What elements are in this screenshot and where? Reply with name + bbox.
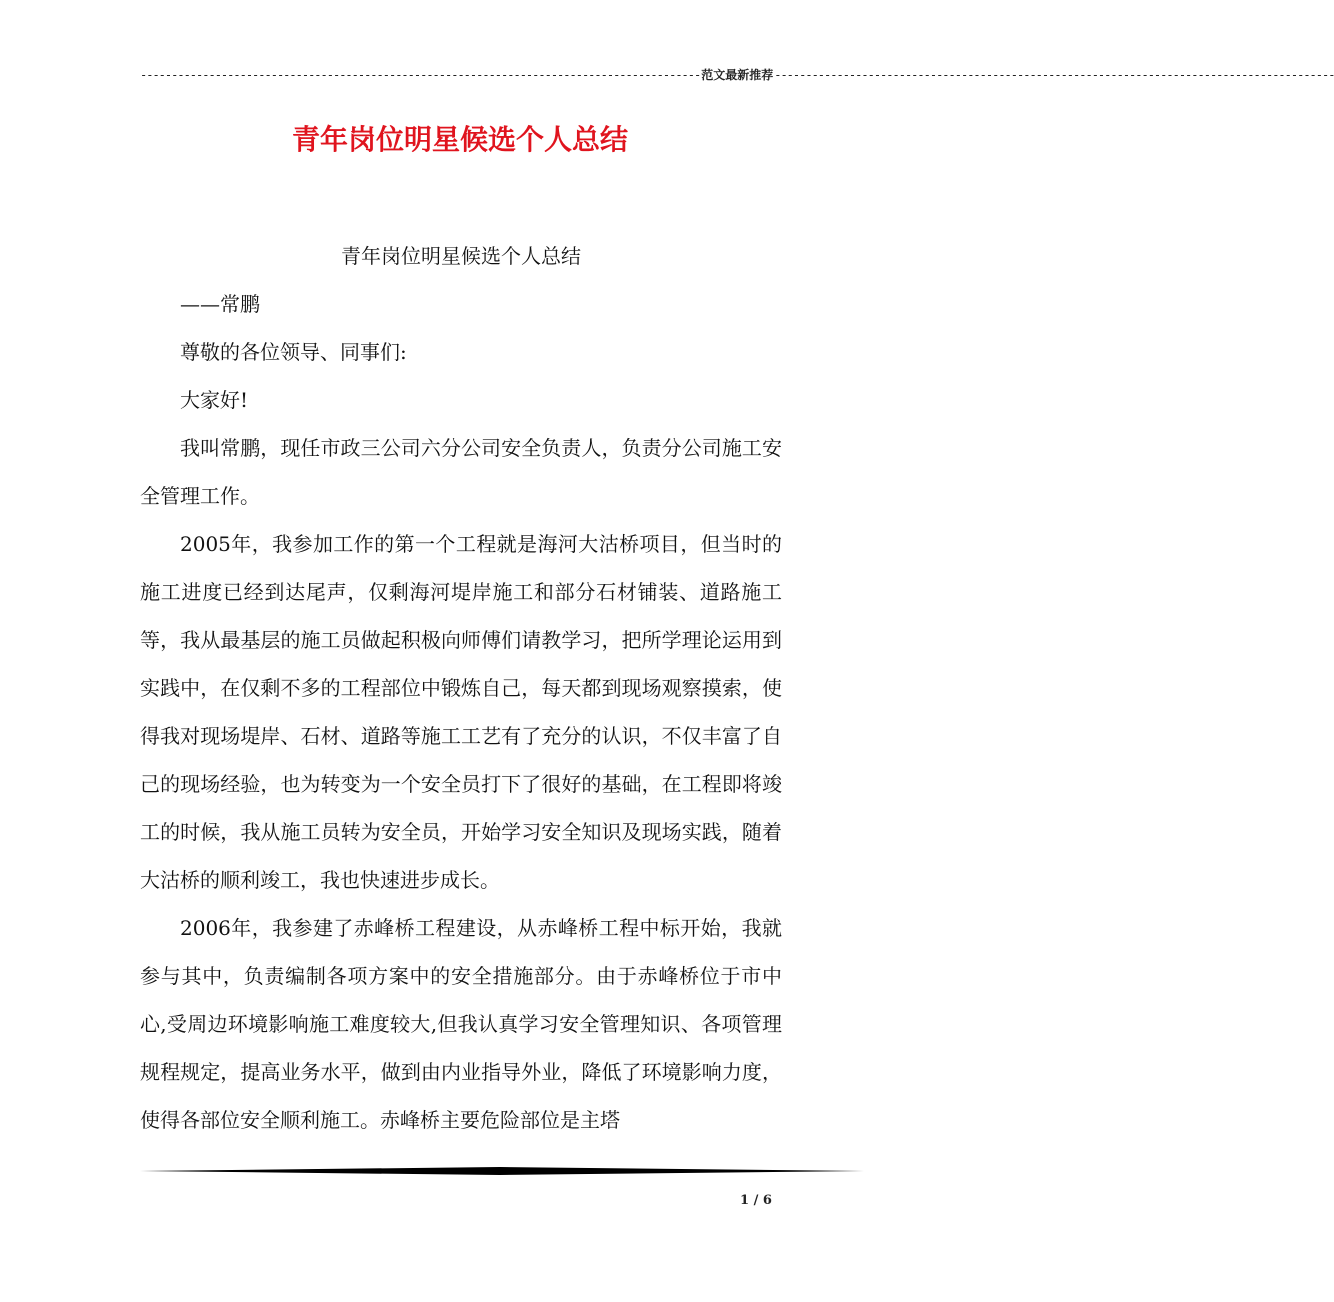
document-body [140, 232, 782, 1144]
header-dash-left: ------------------------------------------------------------------------------------------ [140, 68, 701, 82]
salutation: 尊敬的各位领导、同事们: [180, 340, 407, 364]
author-line: ——常鹏 [180, 292, 260, 316]
body-paragraph: 我叫常鹏，现任市政三公司六分公司安全负责人，负责分公司施工安全管理工作。 [140, 436, 782, 508]
body-paragraph: 2006年，我参建了赤峰桥工程建设，从赤峰桥工程中标开始，我就参与其中，负责编制各项方案中的安全措施部分。由于赤峰桥位于市中心,受周边环境影响施工难度较大,但我认真学习安全管理知识、各项管理规程规定，提高业务水平，做到由内业指导外业，降低了环境影响力度，使得各部位安全顺利施工。赤峰桥主要危险部位是主塔 [140, 916, 782, 1132]
body-paragraph: 2005年，我参加工作的第一个工程就是海河大沽桥项目，但当时的施工进度已经到达尾声，仅剩海河堤岸施工和部分石材铺装、道路施工等，我从最基层的施工员做起积极向师傅们请教学习，把所学理论运用到实践中，在仅剩不多的工程部位中锻炼自己，每天都到现场观察摸索，使得我对现场堤岸、石材、道路等施工工艺有了充分的认识，不仅丰富了自己的现场经验，也为转变为一个安全员打下了很好的基础，在工程即将竣工的时候，我从施工员转为安全员，开始学习安全知识及现场实践，随着大沽桥的顺利竣工，我也快速进步成长。 [140, 532, 782, 892]
header-dash-right: ------------------------------------------------------------------------------------------ [774, 68, 1334, 82]
header-label: 范文最新推荐 [701, 68, 774, 82]
page-number: 1 / 6 [740, 1193, 772, 1208]
document-title: 青年岗位明星候选个人总结 [291, 123, 628, 156]
body-subtitle: 青年岗位明星候选个人总结 [341, 244, 581, 268]
greeting: 大家好! [180, 388, 249, 412]
footer-rule [140, 1164, 864, 1178]
running-header [140, 66, 1334, 84]
